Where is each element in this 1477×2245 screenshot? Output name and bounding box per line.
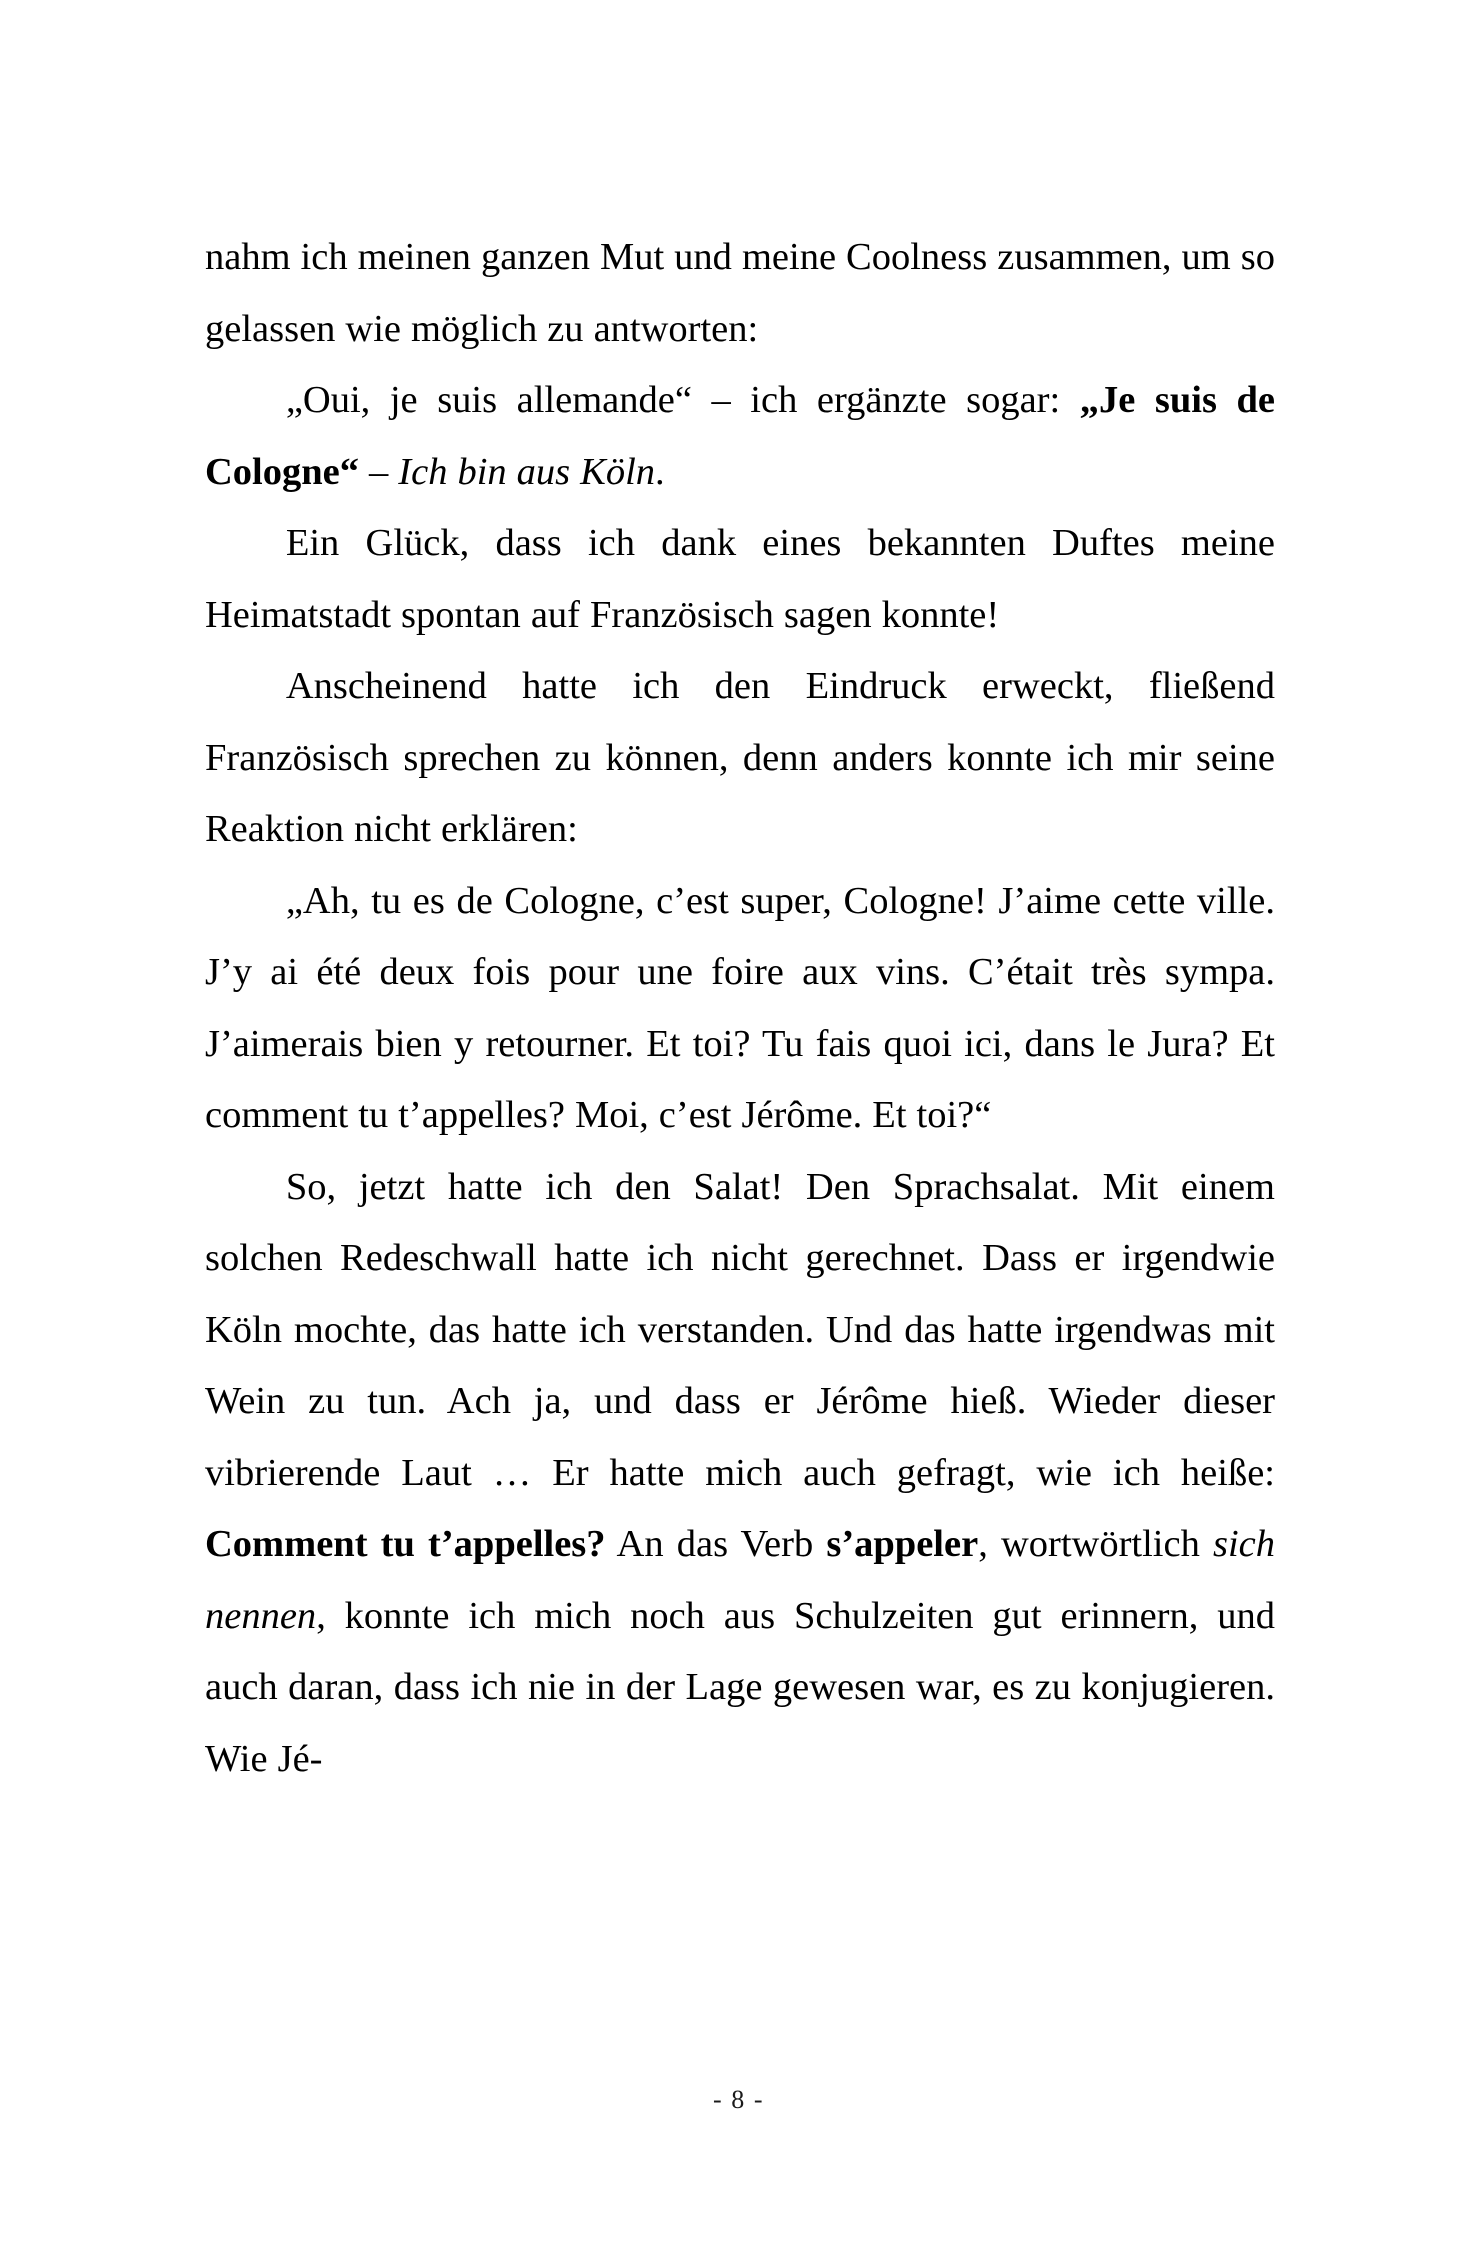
paragraph (205, 365, 1275, 508)
bold-run: s’appeler (826, 1523, 979, 1565)
text-run: „Oui, je suis allemande“ – ich ergänzte sogar: (285, 379, 1080, 421)
page-body-text (205, 222, 1275, 1795)
bold-run: Comment tu t’appelles? (205, 1523, 606, 1565)
bold-run: „Je suis de Cologne“ (205, 379, 1275, 493)
paragraph (205, 651, 1275, 866)
text-run: , wortwörtlich (978, 1523, 1213, 1565)
text-run: „Ah, tu es de Cologne, c’est super, Cologne! J’aime cette ville. J’y ai été deux fois pour une foire aux vins. C’était très sympa. J’aimerais bien y retourner. Et toi? Tu fais quoi ici, dans le Jura? Et comment tu t’appelles? Moi, c’est Jérôme. Et toi?“ (205, 879, 1275, 1136)
text-run: nahm ich meinen ganzen Mut und meine Coolness zusammen, um so gelassen wie möglich zu antworten: (205, 236, 1275, 350)
text-run: . (655, 450, 665, 493)
italic-run: Ich bin aus Köln (398, 450, 656, 493)
text-run: , konnte ich mich noch aus Schulzeiten gut erinnern, und auch daran, dass ich nie in der Lage gewesen war, es zu konjugieren. Wie Jé- (205, 1594, 1275, 1780)
paragraph (205, 1152, 1275, 1796)
page-number: - 8 - (712, 2085, 765, 2114)
text-run: – (359, 450, 399, 493)
paragraph (205, 866, 1275, 1152)
text-run: Anscheinend hatte ich den Eindruck erweckt, fließend Französisch sprechen zu können, denn anders konnte ich mir seine Reaktion nicht erklären: (205, 665, 1275, 850)
paragraph (205, 222, 1275, 365)
italic-run: sich nennen (205, 1523, 1275, 1637)
text-run: So, jetzt hatte ich den Salat! Den Sprachsalat. Mit einem solchen Redeschwall hatte ich nicht gerechnet. Dass er irgendwie Köln mochte, das hatte ich verstanden. Und das hatte irgendwas mit Wein zu tun. Ach ja, und dass er Jérôme hieß. Wieder dieser vibrierende Laut … Er hatte mich auch gefragt, wie ich heiße: (205, 1165, 1275, 1494)
paragraph (205, 508, 1275, 651)
text-run: Ein Glück, dass ich dank eines bekannten Duftes meine Heimatstadt spontan auf Französisch sagen konnte! (205, 522, 1275, 636)
text-run: An das Verb (605, 1523, 827, 1565)
